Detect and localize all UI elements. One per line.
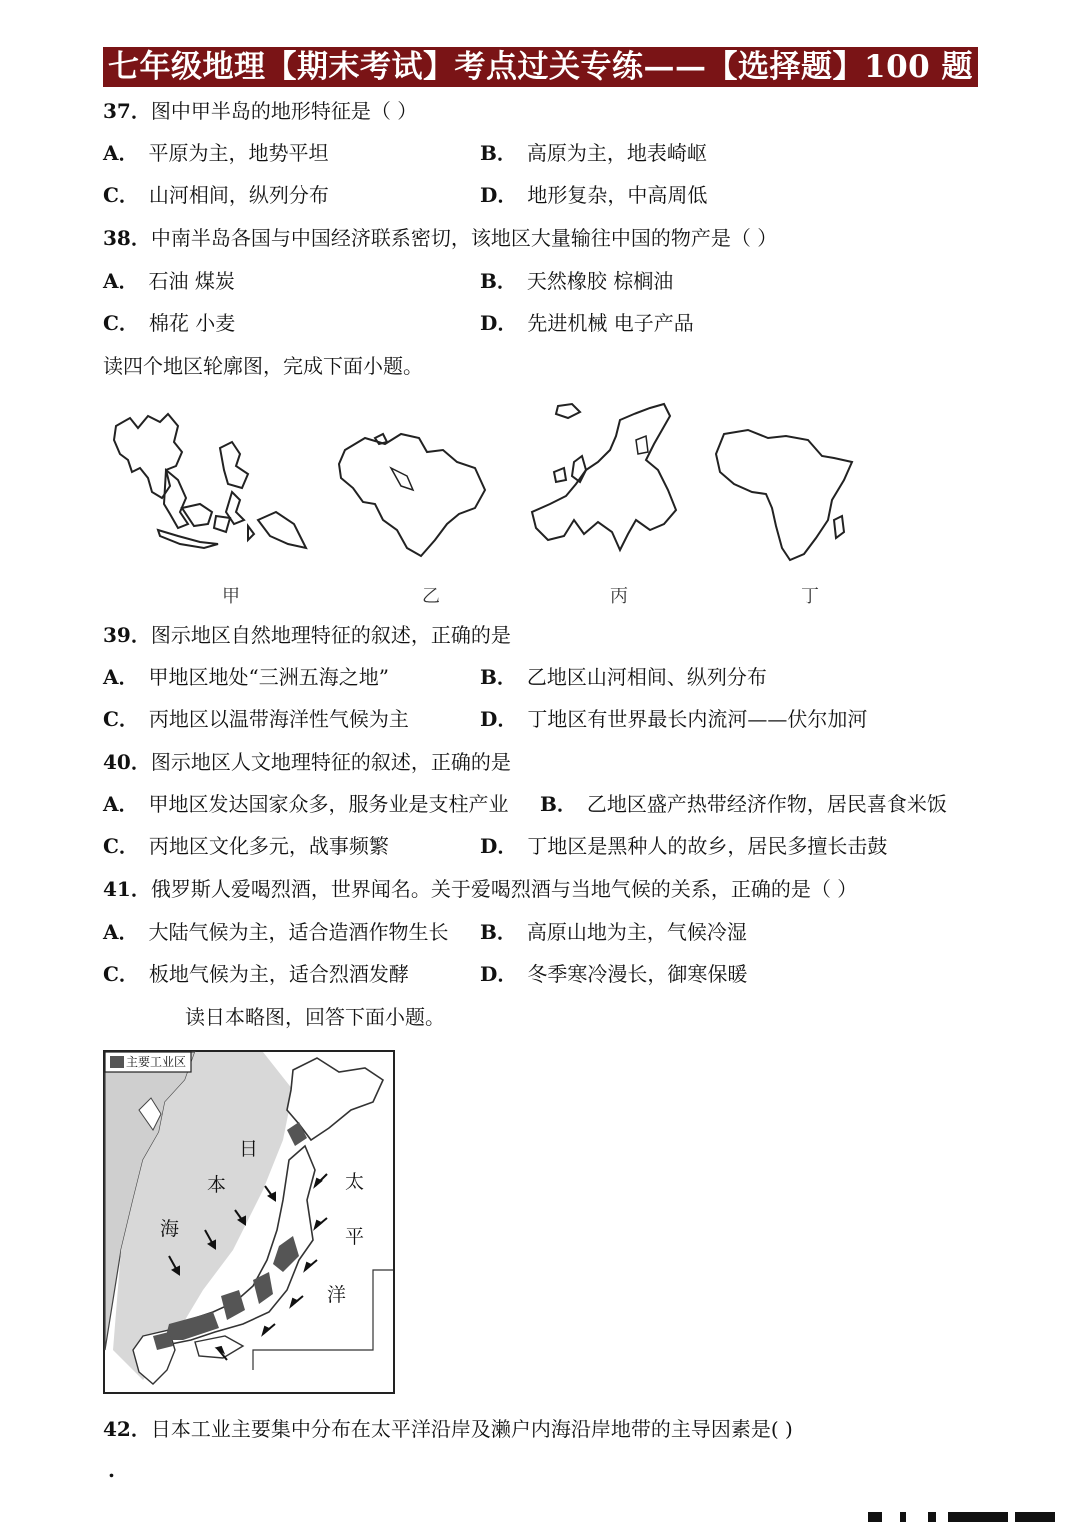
region-label-bing: 丙	[610, 586, 628, 607]
question-stem: 俄罗斯人爱喝烈酒，世界闻名。关于爱喝烈酒与当地气候的关系，正确的是（ ）	[150, 877, 858, 901]
option-41-d[interactable]	[480, 960, 747, 988]
option-37-b[interactable]	[480, 139, 707, 167]
question-number: 38．	[103, 226, 151, 250]
question-38	[103, 224, 777, 252]
option-text: 甲地区发达国家众多，服务业是支柱产业	[148, 792, 509, 816]
option-text: 板地气候为主，适合烈酒发酵	[148, 962, 409, 986]
question-stem: 中南半岛各国与中国经济联系密切，该地区大量输往中国的物产是（ ）	[150, 226, 778, 250]
footer-decoration	[868, 1512, 882, 1522]
option-text: 丙地区文化多元，战事频繁	[148, 834, 389, 858]
footer-decoration	[1015, 1512, 1055, 1522]
intro-japan: 读日本略图，回答下面小题。	[185, 1005, 445, 1029]
region-label-ding: 丁	[801, 586, 819, 607]
option-39-c[interactable]	[103, 705, 409, 733]
question-number: 39．	[103, 623, 151, 647]
option-key: B．	[480, 141, 517, 165]
question-42	[103, 1415, 793, 1443]
option-text: 高原为主，地表崎岖	[526, 141, 707, 165]
question-39	[103, 621, 511, 649]
option-text: 平原为主，地势平坦	[148, 141, 329, 165]
option-key: A．	[103, 920, 139, 944]
option-key: B．	[480, 920, 517, 944]
option-key: A．	[103, 269, 139, 293]
option-41-c[interactable]	[103, 960, 409, 988]
option-key: C．	[103, 834, 139, 858]
option-key: C．	[103, 311, 139, 335]
question-stem: 图中甲半岛的地形特征是（ ）	[150, 99, 418, 123]
question-stem: 图示地区人文地理特征的叙述，正确的是	[150, 750, 511, 774]
option-text: 乙地区山河相间、纵列分布	[526, 665, 767, 689]
trailing-mark: .	[108, 1458, 115, 1482]
option-39-b[interactable]	[480, 663, 767, 691]
option-key: A．	[103, 792, 139, 816]
question-41	[103, 875, 857, 903]
option-text: 天然橡胶 棕榈油	[526, 269, 674, 293]
sea-of-japan-char-1: 日	[239, 1138, 259, 1160]
option-text: 山河相间，纵列分布	[148, 183, 329, 207]
option-key: D．	[480, 311, 518, 335]
option-38-c[interactable]	[103, 309, 235, 337]
question-number: 41．	[103, 877, 151, 901]
option-text: 冬季寒冷漫长，御寒保暖	[527, 962, 748, 986]
option-key: C．	[103, 707, 139, 731]
footer-decoration	[948, 1512, 1008, 1522]
option-38-a[interactable]	[103, 267, 235, 295]
option-40-c[interactable]	[103, 832, 389, 860]
option-key: A．	[103, 141, 139, 165]
option-text: 高原山地为主，气候冷湿	[526, 920, 747, 944]
footer-decoration	[928, 1512, 936, 1522]
option-text: 石油 煤炭	[148, 269, 235, 293]
option-key: B．	[480, 665, 517, 689]
option-key: A．	[103, 665, 139, 689]
option-text: 丁地区是黑种人的故乡，居民多擅长击鼓	[527, 834, 888, 858]
option-key: B．	[540, 792, 577, 816]
sea-of-japan-char-3: 海	[160, 1218, 180, 1240]
option-40-a[interactable]	[103, 790, 509, 818]
option-text: 先进机械 电子产品	[527, 311, 694, 335]
footer-decoration	[900, 1512, 906, 1522]
option-40-b[interactable]	[540, 790, 947, 818]
region-label-jia: 甲	[222, 586, 240, 607]
question-number: 42．	[103, 1417, 151, 1441]
option-38-d[interactable]	[480, 309, 694, 337]
question-number: 37．	[103, 99, 151, 123]
option-text: 大陆气候为主，适合造酒作物生长	[148, 920, 449, 944]
option-41-a[interactable]	[103, 918, 449, 946]
question-40	[103, 748, 511, 776]
option-key: D．	[480, 962, 518, 986]
option-39-d[interactable]	[480, 705, 867, 733]
region-map-jia	[108, 408, 313, 558]
option-key: D．	[480, 834, 518, 858]
option-text: 乙地区盛产热带经济作物，居民喜食米饭	[586, 792, 947, 816]
option-39-a[interactable]	[103, 663, 389, 691]
option-text: 甲地区地处“三洲五海之地”	[148, 665, 389, 689]
option-key: C．	[103, 183, 139, 207]
option-text: 地形复杂，中高周低	[527, 183, 708, 207]
pacific-ocean-char-2: 平	[345, 1226, 365, 1248]
option-key: D．	[480, 707, 518, 731]
option-key: D．	[480, 183, 518, 207]
option-text: 棉花 小麦	[148, 311, 236, 335]
question-stem: 日本工业主要集中分布在太平洋沿岸及濑户内海沿岸地带的主导因素是( )	[150, 1417, 793, 1441]
header-banner: 七年级地理【期末考试】考点过关专练——【选择题】100 题	[103, 47, 978, 87]
japan-legend-label: 主要工业区	[126, 1055, 187, 1069]
option-38-b[interactable]	[480, 267, 673, 295]
question-number: 40．	[103, 750, 151, 774]
option-40-d[interactable]	[480, 832, 887, 860]
option-key: C．	[103, 962, 139, 986]
question-stem: 图示地区自然地理特征的叙述，正确的是	[150, 623, 511, 647]
sea-of-japan-char-2: 本	[207, 1174, 227, 1196]
intro-four-regions: 读四个地区轮廓图，完成下面小题。	[103, 354, 423, 378]
option-text: 丁地区有世界最长内流河——伏尔加河	[527, 707, 868, 731]
region-map-ding	[712, 428, 857, 563]
option-37-d[interactable]	[480, 181, 707, 209]
region-label-yi: 乙	[422, 586, 440, 607]
question-37	[103, 97, 417, 125]
pacific-ocean-char-1: 太	[345, 1171, 365, 1193]
option-text: 丙地区以温带海洋性气候为主	[148, 707, 409, 731]
region-map-bing	[524, 400, 684, 552]
region-map-yi	[335, 428, 490, 560]
pacific-ocean-char-3: 洋	[327, 1284, 347, 1306]
option-37-c[interactable]	[103, 181, 329, 209]
option-key: B．	[480, 269, 517, 293]
option-37-a[interactable]	[103, 139, 329, 167]
option-41-b[interactable]	[480, 918, 747, 946]
